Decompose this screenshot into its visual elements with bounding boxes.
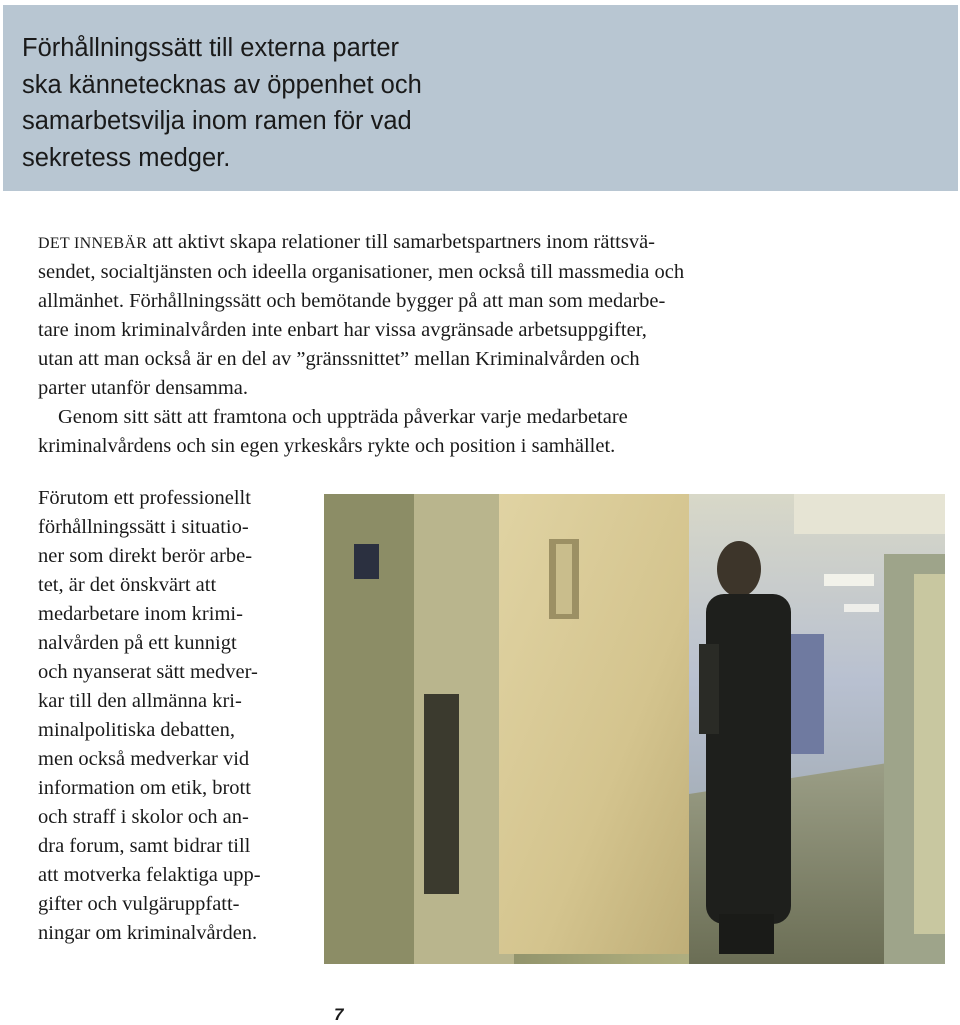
text-line: Förutom ett professionellt (38, 487, 251, 509)
callout-line: Förhållningssätt till externa parter (22, 34, 400, 62)
callout-line: sekretess medger. (22, 143, 231, 172)
body-text (38, 228, 808, 461)
text-line: och straff i skolor och an- (38, 806, 249, 828)
text-line: men också medverkar vid (38, 748, 250, 770)
text-line: förhållningssätt i situatio- (38, 516, 249, 538)
text-line: ningar om kriminalvården. (38, 922, 258, 944)
callout-line: ska kännetecknas av öppenhet och (22, 70, 422, 99)
callout-box (3, 5, 958, 191)
text-line: information om etik, brott (38, 777, 251, 799)
text-line: och nyanserat sätt medver- (38, 661, 258, 683)
text-line: minalpolitiska debatten, (38, 719, 235, 741)
side-column-text (38, 484, 313, 948)
text-line: ner som direkt berör arbe- (38, 545, 253, 567)
text-line: sendet, socialtjänsten och ideella organisationer, men också till massmedia och (38, 261, 685, 283)
paragraph-2 (38, 403, 808, 461)
text-line: att motverka felaktiga upp- (38, 864, 261, 886)
text-line: kar till den allmänna kri- (38, 690, 242, 712)
page-number: 7 (334, 1005, 344, 1024)
text-line: Genom sitt sätt att framtona och uppträda påverkar varje medarbetare (58, 406, 628, 428)
text-line: tet, är det önskvärt att (38, 574, 217, 596)
paragraph-1 (38, 228, 808, 403)
corridor-photo (324, 494, 945, 964)
callout-text (22, 30, 542, 176)
text-line: nalvården på ett kunnigt (38, 632, 237, 654)
text-line: gifter och vulgäruppfatt- (38, 893, 240, 915)
text-line: kriminalvårdens och sin egen yrkeskårs rykte och position i samhället. (38, 435, 616, 457)
lead-in: DET INNEBÄR (38, 235, 148, 252)
corridor-photo-illustration (324, 494, 945, 964)
text-line: att aktivt skapa relationer till samarbetspartners inom rättsvä- (147, 231, 656, 253)
text-line: medarbetare inom krimi- (38, 603, 243, 625)
text-line: allmänhet. Förhållningssätt och bemötande bygger på att man som medarbe- (38, 290, 666, 312)
callout-line: samarbetsvilja inom ramen för vad (22, 107, 412, 135)
text-line: parter utanför densamma. (38, 377, 249, 399)
text-line: utan att man också är en del av ”gränssnittet” mellan Kriminalvården och (38, 348, 640, 370)
text-line: tare inom kriminalvården inte enbart har vissa avgränsade arbetsuppgifter, (38, 319, 647, 341)
text-line: dra forum, samt bidrar till (38, 835, 251, 857)
